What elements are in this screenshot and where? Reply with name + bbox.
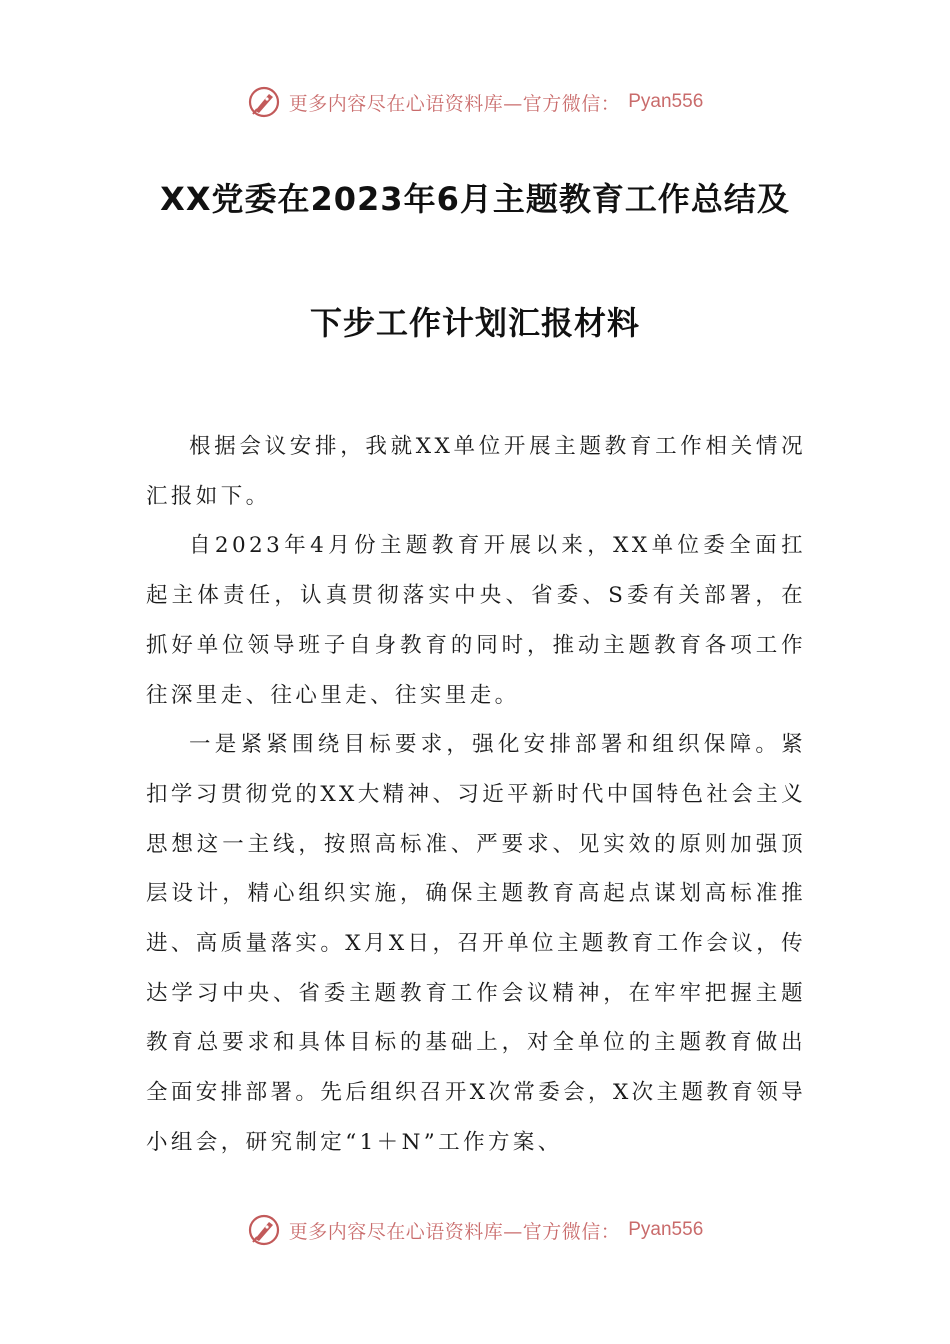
document-title-line-2: 下步工作计划汇报材料 <box>309 304 640 342</box>
document-body <box>146 422 806 1168</box>
document-title-line-1: XX党委在2023年6月主题教育工作总结及 <box>160 180 790 218</box>
watermark-text: 更多内容尽在心语资料库—官方微信： <box>288 1220 621 1243</box>
watermark-wechat-id: Pyan556 <box>628 1219 704 1240</box>
pen-nib-circle-icon <box>247 85 281 119</box>
watermark-wechat-id: Pyan556 <box>628 91 704 112</box>
paragraph: 一是紧紧围绕目标要求，强化安排部署和组织保障。紧扣学习贯彻党的XX大精神、习近平新时代中国特色社会主义思想这一主线，按照高标准、严要求、见实效的原则加强顶层设计，精心组织实施，确保主题教育高起点谋划高标准推进、高质量落实。X月X日，召开单位主题教育工作会议，传达学习中央、省委主题教育工作会议精神，在牢牢把握主题教育总要求和具体目标的基础上，对全单位的主题教育做出全面安排部署。先后组织召开X次常委会，X次主题教育领导小组会，研究制定“1＋N”工作方案、 <box>146 732 806 1155</box>
pen-nib-circle-icon <box>247 1213 281 1247</box>
paragraph: 根据会议安排，我就XX单位开展主题教育工作相关情况汇报如下。 <box>146 434 806 509</box>
paragraph: 自2023年4月份主题教育开展以来，XX单位委全面扛起主体责任，认真贯彻落实中央、省委、S委有关部署，在抓好单位领导班子自身教育的同时，推动主题教育各项工作往深里走、往心里走、往实里走。 <box>146 533 806 708</box>
watermark-text: 更多内容尽在心语资料库—官方微信： <box>288 92 621 115</box>
watermark-header <box>0 82 950 122</box>
watermark-footer <box>0 1210 950 1250</box>
